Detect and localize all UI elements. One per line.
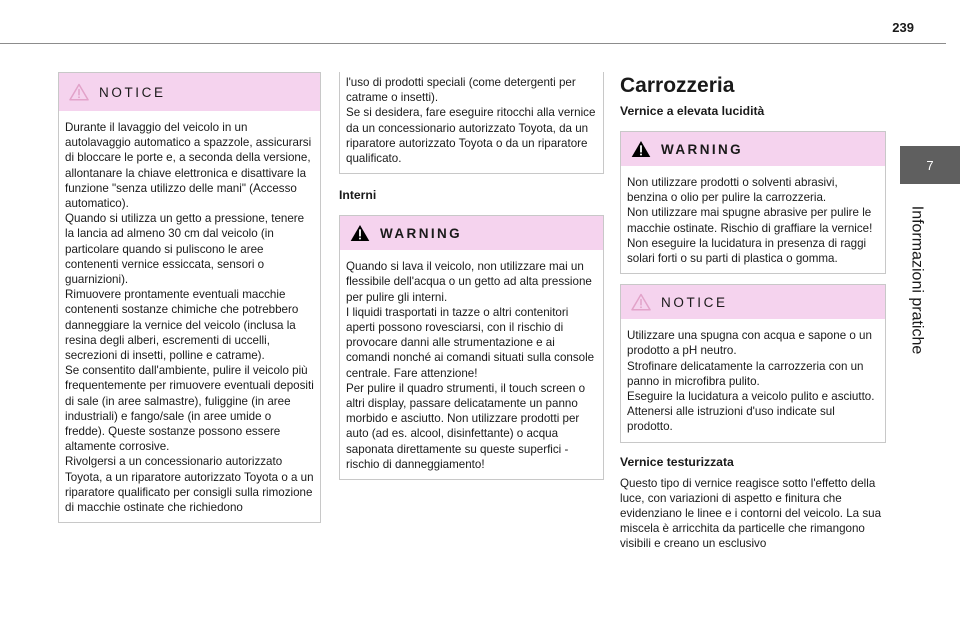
- page-number: 239: [892, 20, 914, 35]
- notice-paragraph: Quando si utilizza un getto a pressione, tenere la lancia ad almeno 30 cm dal veicolo (in particolare quando si puliscono le aree contenenti vernice essiccata, sensori o guarnizioni).: [65, 212, 305, 287]
- notice-paragraph: l'uso di prodotti speciali (come detergenti per catrame o insetti).: [346, 76, 576, 105]
- main-heading-carrozzeria: Carrozzeria: [620, 74, 735, 97]
- warning-paragraph: Per pulire il quadro strumenti, il touch screen o altri display, passare delicatamente un panno morbido e asciutto. Non utilizzare prodotti per auto (ad es. alcool, disinfettante) o acqua saponata direttamente su queste superfici - rischio di danneggiamento!: [346, 381, 586, 471]
- notice-paragraph: Utilizzare una spugna con acqua e sapone o un prodotto a pH neutro.: [627, 329, 872, 358]
- warning-paragraph: Non eseguire la lucidatura in presenza di raggi solari forti o su parti di plastica o gomma.: [627, 236, 867, 266]
- warning-triangle-icon: [631, 140, 651, 158]
- warning-body: [340, 250, 603, 479]
- chapter-tab[interactable]: 7: [900, 146, 960, 184]
- warning-paragraph: I liquidi trasportati in tazze o altri contenitori aperti possono rovesciarsi, con il rischio di provocare danni alle strumentazione e ai comandi nonché ai comandi situati sulla console centrale. Fare attenzione!: [346, 305, 595, 380]
- notice-paragraph: Se consentito dall'ambiente, pulire il veicolo più frequentemente per rimuovere eventuali depositi di sale (in aree salmastre), fuliggine (in aree industriali) e fango/sale (in aree umide o fredde). Queste sostanze possono essere altamente corrosive.: [65, 364, 314, 454]
- warning-header: [340, 216, 603, 250]
- warning-paragraph: Quando si lava il veicolo, non utilizzare mai un flessibile dell'acqua o un getto ad alta pressione per pulire gli interni.: [346, 260, 592, 304]
- warning-body: [621, 166, 885, 273]
- notice-header: [59, 73, 320, 111]
- notice-continued-box: [339, 72, 604, 174]
- subheading-vernice-testurizzata: Vernice testurizzata: [620, 454, 734, 469]
- warning-triangle-outline-icon: [69, 83, 89, 101]
- notice-paragraph: Se si desidera, fare eseguire ritocchi alla vernice da un concessionario autorizzato Toyota, da un riparatore autorizzato Toyota o da un riparatore qualificato.: [346, 106, 596, 166]
- notice-paragraph: Rimuovere prontamente eventuali macchie contenenti sostanze chimiche che potrebbero danneggiare la vernice del veicolo (inclusa la resina degli alberi, escrementi di uccelli, secrezioni di insetti, polline e catrame).: [65, 288, 299, 363]
- notice-body: [59, 111, 320, 522]
- body-paragraph: Questo tipo di vernice reagisce sotto l'effetto della luce, con variazioni di aspetto e finitura che evidenziano le linee e i contorni del veicolo. La sua miscela è arricchita da particelle che rimangono visibili e creano un esclusivo: [620, 476, 882, 551]
- warning-box: [339, 215, 604, 480]
- header-rule: [0, 43, 946, 44]
- notice-body: [621, 319, 885, 441]
- notice-header: [621, 285, 885, 319]
- column-2: [339, 72, 604, 480]
- notice-continued-body: [340, 72, 603, 173]
- notice-paragraph: Durante il lavaggio del veicolo in un autolavaggio automatico a spazzole, assicurarsi di bloccare le porte e, a seconda della versione, allontanare la chiave elettronica e disattivare la funzione "senza utilizzo delle mani" (Accesso automatico).: [65, 121, 312, 211]
- notice-paragraph: Rivolgersi a un concessionario autorizzato Toyota, a un riparatore autorizzato Toyota o a un riparatore qualificato per consigli sulla rimozione di macchie ostinate che richiedono: [65, 455, 314, 515]
- section-heading-interni: Interni: [339, 188, 377, 203]
- notice-title: NOTICE: [99, 84, 166, 100]
- notice-paragraph: Attenersi alle istruzioni d'uso indicate sul prodotto.: [627, 405, 835, 434]
- notice-box: [58, 72, 321, 523]
- subheading-vernice-lucida: Vernice a elevata lucidità: [620, 104, 765, 118]
- notice-title: NOTICE: [661, 294, 728, 310]
- chapter-title-text: Informazioni pratiche: [908, 205, 926, 355]
- warning-triangle-outline-icon: [631, 293, 651, 311]
- warning-header: [621, 132, 885, 166]
- notice-box: [620, 284, 886, 442]
- warning-paragraph: Non utilizzare prodotti o solventi abrasivi, benzina o olio per pulire la carrozzeria.: [627, 176, 838, 205]
- warning-title: WARNING: [380, 225, 463, 241]
- warning-box: [620, 131, 886, 274]
- warning-paragraph: Non utilizzare mai spugne abrasive per pulire le macchie ostinate. Rischio di graffiare la vernice!: [627, 206, 873, 235]
- column-1: [58, 72, 321, 523]
- warning-title: WARNING: [661, 141, 744, 157]
- warning-triangle-icon: [350, 224, 370, 242]
- notice-paragraph: Strofinare delicatamente la carrozzeria con un panno in microfibra pulito.: [627, 359, 864, 388]
- column-3: [620, 74, 886, 552]
- notice-paragraph: Eseguire la lucidatura a veicolo pulito e asciutto.: [627, 390, 875, 404]
